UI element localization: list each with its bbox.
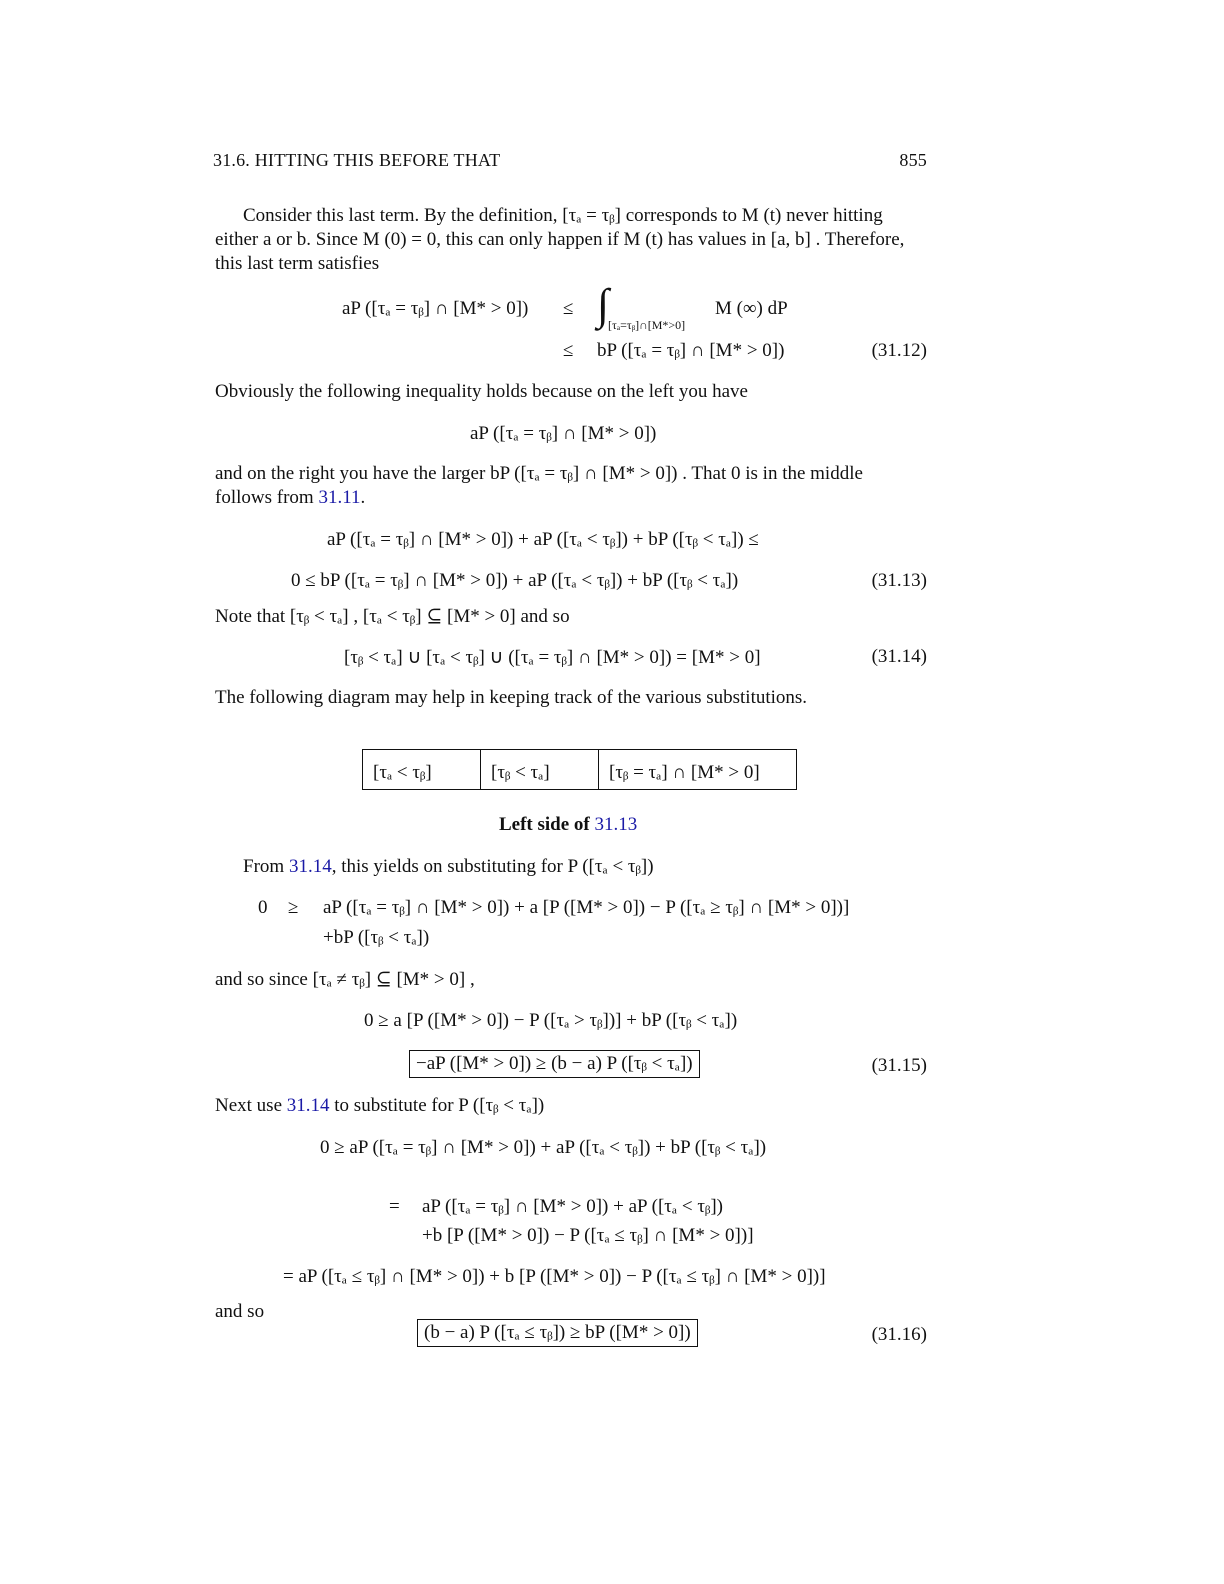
diagram-cell-label: [τᵦ = τₐ] ∩ [M* > 0] [609,762,760,783]
para3-line1: and on the right you have the larger bP ([τₐ = τᵦ] ∩ [M* > 0]) . That 0 is in the middle [215,463,863,484]
eq-sub1-line2: +bP ([τᵦ < τₐ]) [323,927,430,948]
eq1-integrand: M (∞) dP [715,298,788,319]
ref-link-31-14[interactable]: 31.14 [288,856,332,877]
integral-domain: [τₐ=τᵦ]∩[M*>0] [608,318,686,332]
eq-sub4-line1: aP ([τₐ = τᵦ] ∩ [M* > 0]) + aP ([τₐ < τᵦ]) [422,1196,723,1217]
para1-line2: either a or b. Since M (0) = 0, this can only happen if M (t) has values in [a, b] . Therefore, [215,229,905,250]
para2: Obviously the following inequality holds because on the left you have [215,381,748,402]
eq-sub3: 0 ≥ aP ([τₐ = τᵦ] ∩ [M* > 0]) + aP ([τₐ < τᵦ]) + bP ([τᵦ < τₐ]) [320,1137,767,1158]
subheading-text: Left side of [499,814,595,835]
eq-sub4-line2: +b [P ([M* > 0]) − P ([τₐ ≤ τᵦ] ∩ [M* > 0])] [422,1225,754,1246]
para3-line2 [215,487,365,509]
para8-pre: Next use [215,1095,287,1116]
eq-sub1-lhs: 0 [258,897,268,918]
para1-line3: this last term satisfies [215,253,380,274]
para6-pre: From [243,856,289,877]
eq13-line1: aP ([τₐ = τᵦ] ∩ [M* > 0]) + aP ([τₐ < τᵦ]) + bP ([τᵦ < τₐ]) ≤ [327,529,759,550]
equation-number: (31.13) [871,570,927,591]
substitution-diagram [362,749,797,790]
para6 [243,856,654,878]
equation-number: (31.12) [871,340,927,361]
para4: Note that [τᵦ < τₐ] , [τₐ < τᵦ] ⊆ [M* > 0] and so [215,606,570,627]
eq-sub2: 0 ≥ a [P ([M* > 0]) − P ([τₐ > τᵦ])] + bP ([τᵦ < τₐ]) [364,1010,738,1031]
integral-sign: ∫ [597,280,610,329]
equation-number: (31.14) [871,646,927,667]
eq1-lhs: aP ([τₐ = τᵦ] ∩ [M* > 0]) [342,298,529,319]
para8 [215,1095,544,1117]
para9: and so [215,1301,265,1322]
diagram-cell [363,750,481,789]
eq1-rhs2: bP ([τₐ = τᵦ] ∩ [M* > 0]) [597,340,785,361]
eq1-rel1: ≤ [563,298,574,319]
ref-link-31-13[interactable]: 31.13 [594,814,638,835]
diagram-cell [599,750,796,789]
diagram-cell-label: [τᵦ < τₐ] [491,762,550,783]
para3-period: . [360,487,366,508]
subheading [499,814,637,836]
eq-sub1-line1: aP ([τₐ = τᵦ] ∩ [M* > 0]) + a [P ([M* > 0]) − P ([τₐ ≥ τᵦ] ∩ [M* > 0])] [323,897,850,918]
eq-sub5: = aP ([τₐ ≤ τᵦ] ∩ [M* > 0]) + b [P ([M* > 0]) − P ([τₐ ≤ τᵦ] ∩ [M* > 0])] [283,1266,826,1287]
para1-line1: Consider this last term. By the definition, [τₐ = τᵦ] corresponds to M (t) never hitting [243,205,883,226]
para8-post: to substitute for P ([τᵦ < τₐ]) [329,1095,545,1116]
eq-center: aP ([τₐ = τᵦ] ∩ [M* > 0]) [470,423,657,444]
para3-text: follows from [215,487,319,508]
eq1-rel2: ≤ [563,340,574,361]
eq-sub1-rel: ≥ [288,897,299,918]
equation-number: (31.15) [871,1055,927,1076]
equation-number: (31.16) [871,1324,927,1345]
boxed-result: −aP ([M* > 0]) ≥ (b − a) P ([τᵦ < τₐ]) [409,1050,700,1078]
page-number: 855 [899,150,927,170]
eq13-line2: 0 ≤ bP ([τₐ = τᵦ] ∩ [M* > 0]) + aP ([τₐ < τᵦ]) + bP ([τᵦ < τₐ]) [291,570,739,591]
eq14-expr: [τᵦ < τₐ] ∪ [τₐ < τᵦ] ∪ ([τₐ = τᵦ] ∩ [M* > 0]) = [M* > 0] [344,647,761,668]
para5: The following diagram may help in keeping track of the various substitutions. [215,687,808,708]
boxed-result: (b − a) P ([τₐ ≤ τᵦ]) ≥ bP ([M* > 0]) [417,1319,698,1347]
diagram-cell-label: [τₐ < τᵦ] [373,762,432,783]
para7: and so since [τₐ ≠ τᵦ] ⊆ [M* > 0] , [215,969,475,990]
diagram-cell [481,750,599,789]
ref-link-31-11[interactable]: 31.11 [318,487,361,508]
para6-post: , this yields on substituting for P ([τₐ < τᵦ]) [331,856,654,877]
running-header: 31.6. HITTING THIS BEFORE THAT [213,150,501,170]
ref-link-31-14[interactable]: 31.14 [286,1095,330,1116]
eq-sub4-rel: = [389,1196,400,1217]
